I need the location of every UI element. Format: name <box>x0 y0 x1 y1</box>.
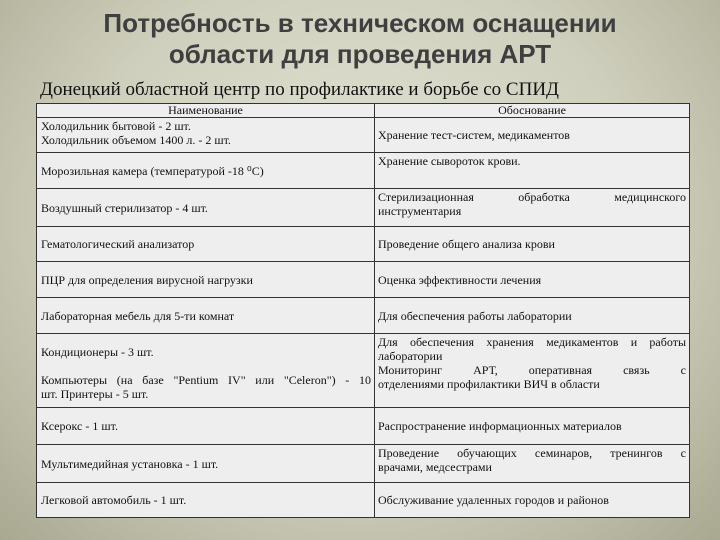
item-name-line: Гематологический анализатор <box>41 237 195 251</box>
item-name-cell <box>37 483 375 518</box>
item-name-cell <box>37 262 375 298</box>
table-row <box>37 445 690 483</box>
table-row <box>37 408 690 445</box>
item-name-cell <box>37 189 375 227</box>
item-name-line: Лабораторная мебель для 5-ти комнат <box>41 308 235 323</box>
item-reason-cell <box>375 227 690 262</box>
item-reason-cell <box>375 408 690 445</box>
item-reason-cell <box>375 483 690 518</box>
item-reason-line: Распространение информационных материалов <box>378 419 622 433</box>
item-name-line: Воздушный стерилизатор - 4 шт. <box>41 200 208 215</box>
item-name-cell <box>37 227 375 262</box>
item-name-line: Морозильная камера (температурой -18 ⁰С) <box>41 163 264 178</box>
item-name-line: Легковой автомобиль - 1 шт. <box>41 493 187 507</box>
item-name-line: ПЦР для определения вирусной нагрузки <box>41 272 253 287</box>
header-name: Наименование <box>37 104 375 118</box>
equipment-table <box>36 103 690 518</box>
item-reason-cell <box>375 118 690 153</box>
item-name-line: Ксерокс - 1 шт. <box>41 419 118 433</box>
item-name-line: Холодильник бытовой - 2 шт. <box>41 119 191 133</box>
item-reason-line: Мониторинг АРТ, оперативная связь с <box>378 363 686 377</box>
item-reason-line: Для обеспечения работы лаборатории <box>378 308 572 323</box>
item-name-line: Компьютеры (на базе "Pentium IV" или "Celeron") - 10 <box>41 373 371 387</box>
item-reason-cell <box>375 298 690 334</box>
item-name-cell <box>37 445 375 483</box>
table-row <box>37 483 690 518</box>
table-header-row <box>37 104 690 118</box>
item-reason-cell <box>375 189 690 227</box>
item-reason-line: Для обеспечения хранения медикаментов и работы <box>378 335 686 349</box>
item-name-line: Холодильник объемом 1400 л. - 2 шт. <box>41 133 231 147</box>
item-reason-cell <box>375 445 690 483</box>
item-name-cell <box>37 298 375 334</box>
item-reason-cell <box>375 153 690 189</box>
item-name-line: Кондиционеры - 3 шт. <box>41 345 154 359</box>
item-reason-line: Обслуживание удаленных городов и районов <box>378 493 609 507</box>
item-name-cell <box>37 334 375 408</box>
item-reason-line: Хранение тест-систем, медикаментов <box>378 128 570 142</box>
item-reason-cell <box>375 334 690 408</box>
item-reason-line: Оценка эффективности лечения <box>378 272 542 287</box>
item-name-line: шт. Принтеры - 5 шт. <box>41 387 149 401</box>
item-reason-cell <box>375 262 690 298</box>
item-name-cell <box>37 153 375 189</box>
subtitle: Донецкий областной центр по профилактике и борьбе со СПИД <box>40 79 560 100</box>
item-reason-line: отделениями профилактики ВИЧ в области <box>378 377 600 391</box>
item-reason-line: врачами, медсестрами <box>378 460 492 474</box>
table-row <box>37 153 690 189</box>
item-reason-line: Хранение сывороток крови. <box>378 154 521 168</box>
item-name-cell <box>37 118 375 153</box>
item-reason-line: Проведение общего анализа крови <box>378 237 555 251</box>
table-row <box>37 298 690 334</box>
title-line-1: Потребность в техническом оснащении <box>103 8 617 38</box>
table-row <box>37 227 690 262</box>
item-name-cell <box>37 408 375 445</box>
table-row <box>37 262 690 298</box>
slide-title <box>0 8 720 70</box>
table-row <box>37 189 690 227</box>
item-reason-line: Стерилизационная обработка медицинского <box>378 190 686 204</box>
item-reason-line: лаборатории <box>378 349 443 363</box>
title-line-2: области для проведения АРТ <box>168 39 552 69</box>
header-reason: Обоснование <box>375 104 690 118</box>
item-reason-line: инструментария <box>378 204 462 218</box>
item-reason-line: Проведение обучающих семинаров, тренингов с <box>378 446 686 460</box>
table-row <box>37 334 690 408</box>
item-name-line: Мультимедийная установка - 1 шт. <box>41 456 219 471</box>
table-row <box>37 118 690 153</box>
